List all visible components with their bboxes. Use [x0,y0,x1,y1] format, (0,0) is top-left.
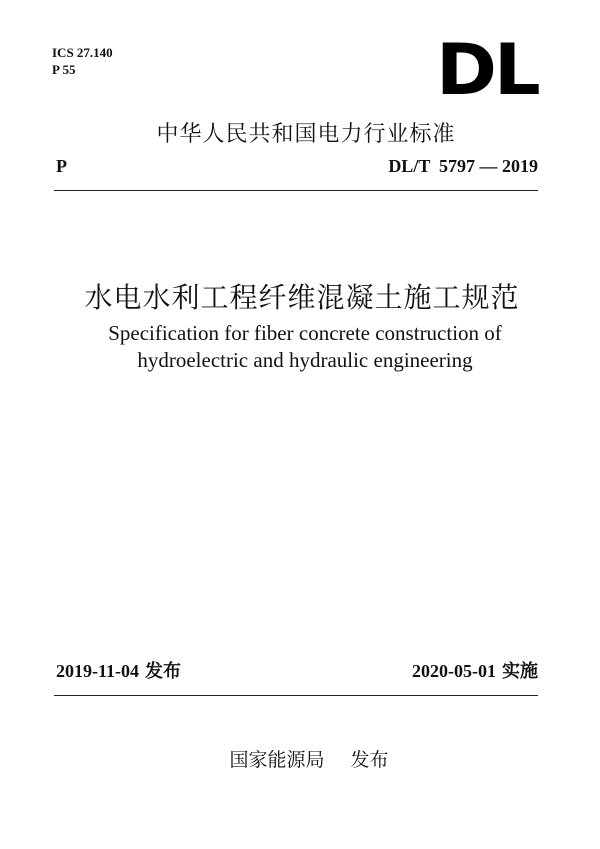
english-title-line-1: Specification for fiber concrete construction of [108,321,502,345]
chinese-title: 水电水利工程纤维混凝土施工规范 [84,281,520,314]
top-divider [54,190,538,191]
ics-code: ICS 27.140 [52,45,113,60]
standard-code: DL/T 5797 — 2019 [388,156,538,176]
english-title [0,320,600,374]
publisher-name: 国家能源局 [229,749,325,771]
issue-label: 发布 [145,661,181,682]
implementation-label: 实施 [502,661,538,682]
bottom-divider [54,695,538,696]
implementation-date-block [412,657,538,683]
publisher-action: 发布 [350,749,389,771]
issue-date-block [56,657,181,683]
ics-classification [52,44,113,78]
implementation-date: 2020-05-01 [412,661,496,681]
ccs-code: P 55 [52,62,76,77]
standard-type-title: 中华人民共和国电力行业标准 [156,122,456,147]
english-title-line-2: hydroelectric and hydraulic engineering [137,348,473,372]
issue-date: 2019-11-04 [56,661,139,681]
classification-letter: P [56,156,67,176]
dl-logo: DL [436,29,538,111]
publisher-line [0,745,600,772]
